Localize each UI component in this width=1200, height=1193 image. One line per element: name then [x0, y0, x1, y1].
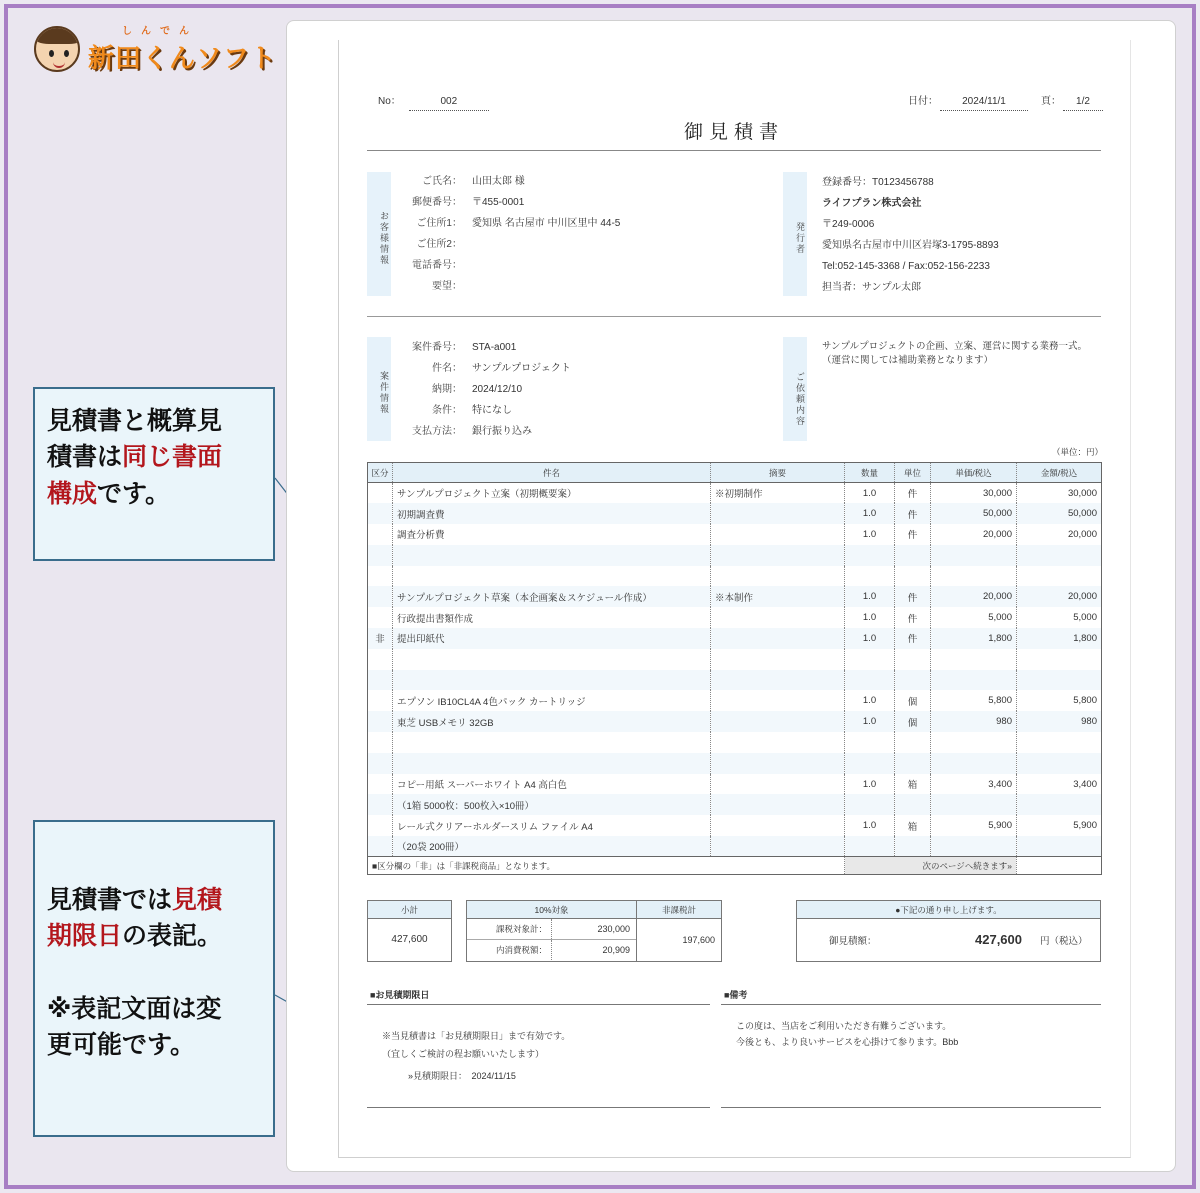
- table-cell: [711, 628, 845, 649]
- table-cell: 箱: [895, 815, 931, 836]
- remarks-text: この度は、当店をご利用いただき有難うございます。 今後とも、より良いサービスを心掛けて参ります。Bbb: [736, 1021, 959, 1047]
- table-cell: [845, 794, 895, 815]
- table-cell: [368, 566, 393, 587]
- table-cell: [931, 836, 1017, 857]
- table-cell: 1.0: [845, 628, 895, 649]
- table-cell: [393, 753, 711, 774]
- table-cell: （20袋 200冊）: [393, 836, 711, 857]
- table-row: [368, 753, 1102, 774]
- table-cell: 50,000: [1017, 503, 1102, 524]
- table-row: [368, 607, 1102, 628]
- customer-tab: お客様情報: [367, 172, 391, 296]
- doc-date: 日付： 2024/11/1: [908, 92, 1028, 111]
- table-cell: [1017, 753, 1102, 774]
- table-cell: 提出印紙代: [393, 628, 711, 649]
- table-cell: サンプルプロジェクト草案（本企画案＆スケジュール作成）: [393, 586, 711, 607]
- table-row: [368, 732, 1102, 753]
- table-cell: [931, 566, 1017, 587]
- table-cell: [368, 774, 393, 795]
- table-cell: [1017, 566, 1102, 587]
- table-row: [368, 774, 1102, 795]
- table-cell: [895, 794, 931, 815]
- table-row: [368, 503, 1102, 524]
- request-text: サンプルプロジェクトの企画、立案、運営に関する業務一式。 （運営に関しては補助業務となります）: [822, 341, 1087, 366]
- table-cell: 非: [368, 628, 393, 649]
- project-info: 案件番号： STA-a001 件名： サンプルプロジェクト 納期： 2024/12/10 条件： 特になし 支払方法： 銀行振り込み: [412, 342, 571, 437]
- issuer-info: 登録番号：T0123456788 ライフプラン株式会社 〒249-0006 愛知県名古屋市中川区岩塚3-1795-8893 Tel:052-145-3368 / Fax:052-156-2233 担当者：サンプル太郎: [822, 177, 999, 293]
- table-cell: 20,000: [1017, 524, 1102, 545]
- table-row: [368, 649, 1102, 670]
- table-cell: [368, 586, 393, 607]
- table-row: [368, 545, 1102, 566]
- table-cell: [368, 690, 393, 711]
- table-cell: 5,000: [1017, 607, 1102, 628]
- table-cell: [711, 711, 845, 732]
- table-cell: 30,000: [1017, 483, 1102, 504]
- table-cell: 箱: [895, 774, 931, 795]
- table-cell: 1.0: [845, 690, 895, 711]
- table-row: [368, 628, 1102, 649]
- table-cell: コピー用紙 スーパーホワイト A4 高白色: [393, 774, 711, 795]
- table-cell: 件: [895, 628, 931, 649]
- grand-total-value: 427,600: [975, 932, 1022, 947]
- table-cell: [368, 503, 393, 524]
- table-cell: 行政提出書類作成: [393, 607, 711, 628]
- table-header: 区分 件名 摘要 数量 単位 単価/税込 金額/税込: [368, 463, 1102, 483]
- table-cell: [711, 836, 845, 857]
- table-cell: [711, 649, 845, 670]
- table-cell: [1017, 670, 1102, 691]
- table-cell: 1.0: [845, 607, 895, 628]
- table-cell: （1箱 5000枚：500枚入×10冊）: [393, 794, 711, 815]
- table-cell: 1.0: [845, 711, 895, 732]
- table-cell: 1.0: [845, 586, 895, 607]
- table-row: [368, 483, 1102, 504]
- table-cell: [711, 815, 845, 836]
- table-cell: [368, 794, 393, 815]
- table-cell: 5,800: [931, 690, 1017, 711]
- table-cell: [393, 670, 711, 691]
- table-cell: レール式クリアーホルダースリム ファイル A4: [393, 815, 711, 836]
- table-cell: [895, 545, 931, 566]
- table-row: [368, 690, 1102, 711]
- table-row: [368, 524, 1102, 545]
- table-cell: 20,000: [931, 586, 1017, 607]
- table-cell: [845, 670, 895, 691]
- table-cell: 件: [895, 483, 931, 504]
- table-cell: 1.0: [845, 815, 895, 836]
- project-tab: 案件情報: [367, 337, 391, 441]
- table-cell: [931, 670, 1017, 691]
- table-cell: [368, 711, 393, 732]
- table-row: [368, 711, 1102, 732]
- table-cell: [393, 649, 711, 670]
- table-cell: 5,900: [1017, 815, 1102, 836]
- table-cell: [711, 670, 845, 691]
- issuer-tab: 発行者: [783, 172, 807, 296]
- table-cell: 3,400: [1017, 774, 1102, 795]
- table-cell: [1017, 732, 1102, 753]
- table-cell: [1017, 794, 1102, 815]
- table-cell: [711, 732, 845, 753]
- table-cell: [931, 649, 1017, 670]
- table-row: [368, 836, 1102, 857]
- table-cell: 東芝 USBメモリ 32GB: [393, 711, 711, 732]
- table-cell: [368, 545, 393, 566]
- table-cell: [931, 794, 1017, 815]
- table-row: [368, 566, 1102, 587]
- table-cell: [368, 815, 393, 836]
- table-cell: [368, 483, 393, 504]
- table-cell: [368, 649, 393, 670]
- table-cell: [711, 690, 845, 711]
- table-cell: 5,800: [1017, 690, 1102, 711]
- table-cell: ※本制作: [711, 586, 845, 607]
- table-cell: 1.0: [845, 503, 895, 524]
- table-cell: [931, 545, 1017, 566]
- doc-title: 御見積書: [683, 122, 784, 143]
- table-row: [368, 670, 1102, 691]
- brand-name: 新田くんソフト: [88, 44, 278, 74]
- table-cell: 件: [895, 607, 931, 628]
- doc-no: No： 002: [378, 92, 489, 111]
- table-cell: 件: [895, 503, 931, 524]
- table-cell: [845, 566, 895, 587]
- table-cell: サンプルプロジェクト立案（初期概要案）: [393, 483, 711, 504]
- table-cell: [711, 794, 845, 815]
- table-row: [368, 815, 1102, 836]
- table-cell: [895, 566, 931, 587]
- subtotal-box: 小計 427,600: [367, 900, 452, 962]
- table-cell: [895, 753, 931, 774]
- table-cell: 初期調査費: [393, 503, 711, 524]
- table-cell: 個: [895, 711, 931, 732]
- table-cell: [711, 545, 845, 566]
- table-row: [368, 586, 1102, 607]
- table-cell: ※初期制作: [711, 483, 845, 504]
- table-cell: [845, 732, 895, 753]
- table-cell: [711, 566, 845, 587]
- table-cell: 5,900: [931, 815, 1017, 836]
- table-cell: 50,000: [931, 503, 1017, 524]
- table-cell: 980: [931, 711, 1017, 732]
- table-cell: [845, 753, 895, 774]
- grand-total-box: ●下記の通り申し上げます。 御見積額： 427,600 円（税込）: [796, 900, 1101, 962]
- callout-line: 見積書と概算見: [47, 406, 223, 435]
- table-cell: 980: [1017, 711, 1102, 732]
- table-cell: 調査分析費: [393, 524, 711, 545]
- table-cell: 件: [895, 586, 931, 607]
- table-cell: 20,000: [1017, 586, 1102, 607]
- table-cell: 件: [895, 524, 931, 545]
- table-cell: [711, 503, 845, 524]
- table-cell: [895, 670, 931, 691]
- table-cell: [1017, 545, 1102, 566]
- tax-box: 10%対象 非課税計 課税対象計： 230,000 内消費税額： 20,909 197,600: [466, 900, 722, 962]
- table-footer: ■区分欄の「非」は「非課税商品」となります。 次のページへ続きます»: [368, 857, 1102, 875]
- table-cell: [895, 836, 931, 857]
- table-cell: 1.0: [845, 483, 895, 504]
- unit-note: （単位：円）: [1052, 447, 1104, 457]
- deadline-title: ■お見積期限日: [370, 990, 430, 1000]
- table-cell: 20,000: [931, 524, 1017, 545]
- table-cell: [1017, 836, 1102, 857]
- items-table: [367, 462, 1102, 875]
- table-cell: [931, 732, 1017, 753]
- table-cell: [368, 836, 393, 857]
- table-cell: [931, 753, 1017, 774]
- table-cell: [368, 753, 393, 774]
- table-cell: [895, 732, 931, 753]
- table-cell: [711, 774, 845, 795]
- remarks-title: ■備考: [724, 990, 748, 1000]
- table-cell: 30,000: [931, 483, 1017, 504]
- table-cell: [711, 607, 845, 628]
- table-cell: [368, 524, 393, 545]
- table-cell: 1,800: [1017, 628, 1102, 649]
- table-cell: 3,400: [931, 774, 1017, 795]
- table-cell: 5,000: [931, 607, 1017, 628]
- table-cell: [368, 670, 393, 691]
- table-cell: [711, 524, 845, 545]
- callout-deadline: 見積書では見積 期限日の表記。 ※表記文面は変 更可能です。: [33, 820, 275, 1137]
- table-cell: [895, 649, 931, 670]
- table-row: [368, 794, 1102, 815]
- table-cell: 1,800: [931, 628, 1017, 649]
- table-cell: [393, 566, 711, 587]
- table-cell: [1017, 649, 1102, 670]
- callout-same-layout: 見積書と概算見 積書は同じ書面 構成です。: [33, 387, 275, 561]
- table-cell: 1.0: [845, 774, 895, 795]
- table-cell: エプソン IB10CL4A 4色パック カートリッジ: [393, 690, 711, 711]
- table-cell: [368, 732, 393, 753]
- deadline-text: ※当見積書は「お見積期限日」まで有効です。 （宜しくご検討の程お願いいたします） »見積期限日： 2024/11/15: [382, 1031, 571, 1081]
- table-cell: [393, 545, 711, 566]
- table-cell: [368, 607, 393, 628]
- table-cell: 1.0: [845, 524, 895, 545]
- table-cell: [711, 753, 845, 774]
- request-tab: ご依頼内容: [783, 337, 807, 441]
- table-cell: 個: [895, 690, 931, 711]
- customer-info: ご氏名： 山田太郎 様 郵便番号： 〒455-0001 ご住所1： 愛知県 名古屋市 中川区里中 44-5 ご住所2： 電話番号： 要望：: [412, 176, 621, 292]
- table-cell: [845, 836, 895, 857]
- table-cell: [845, 649, 895, 670]
- doc-page: 頁： 1/2: [1041, 92, 1103, 111]
- brand-ruby: しんでん: [122, 26, 198, 37]
- table-cell: [393, 732, 711, 753]
- table-cell: [845, 545, 895, 566]
